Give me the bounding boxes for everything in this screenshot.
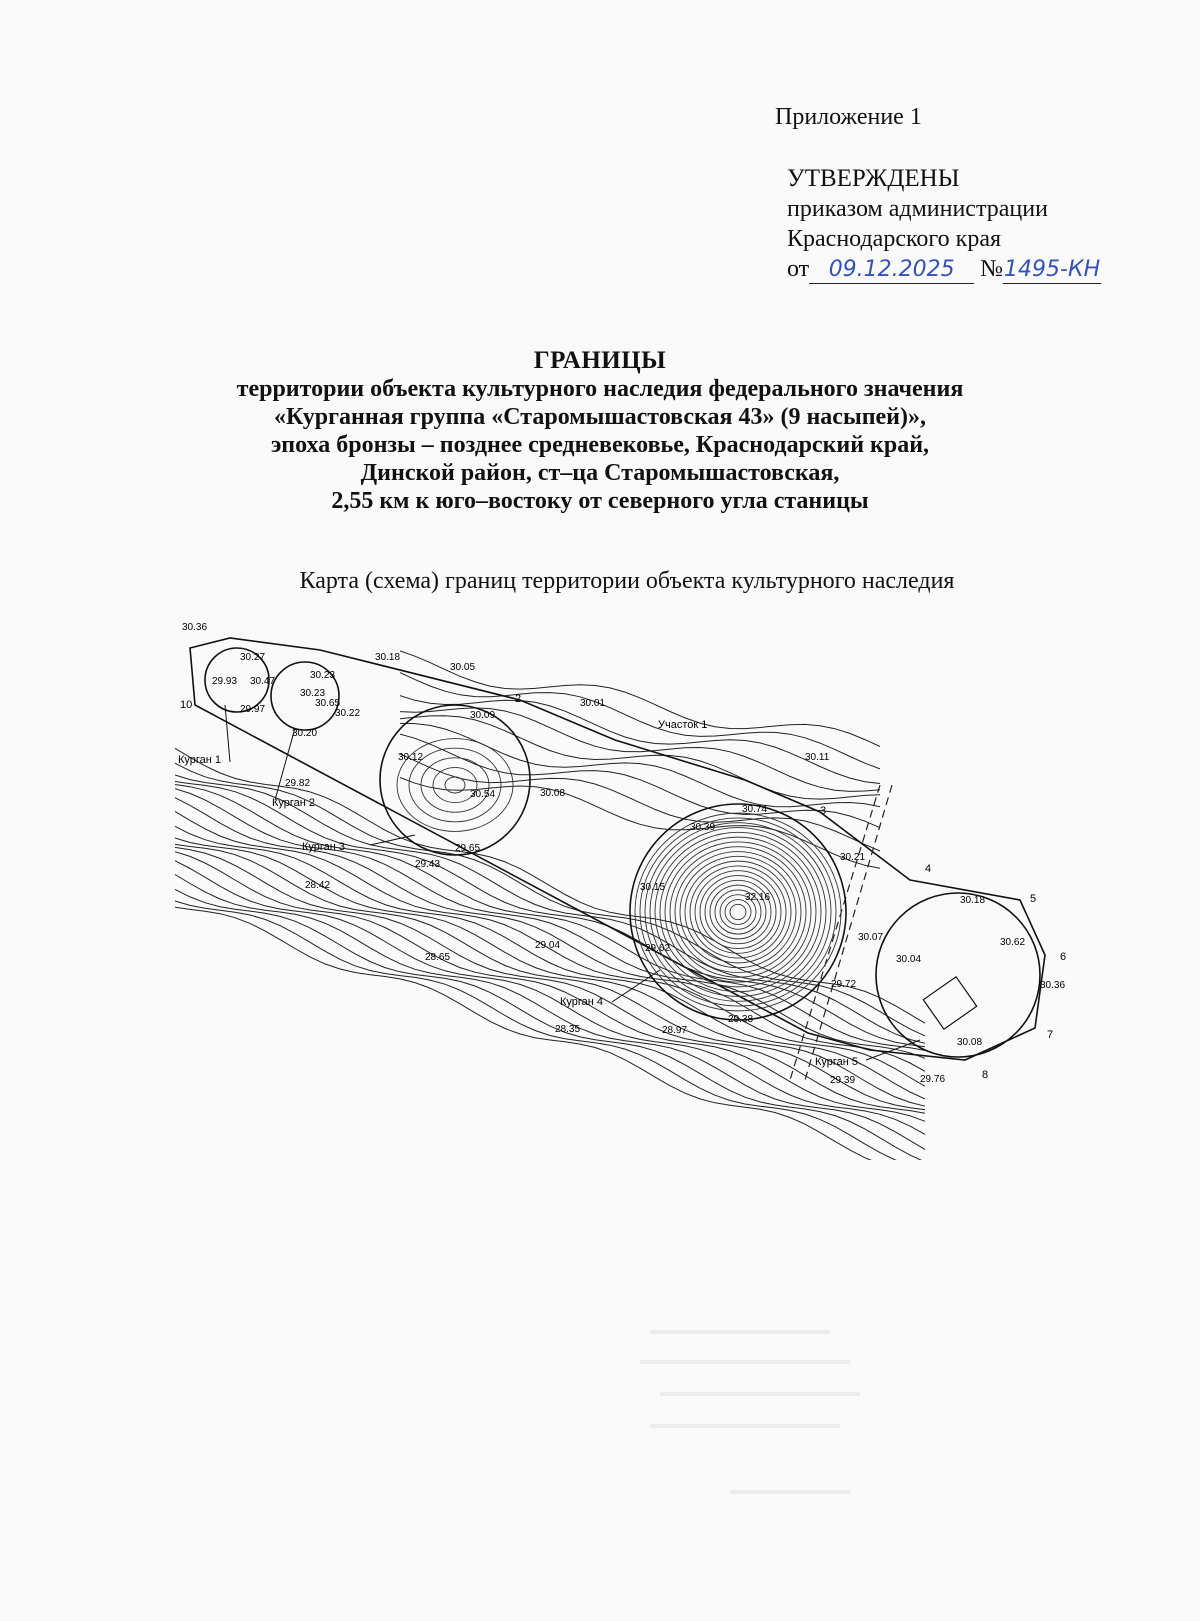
elevation-label: 30.20 (292, 728, 318, 739)
contour-line (175, 785, 925, 1051)
elevation-label: 30.08 (540, 788, 566, 799)
kurgan-contour (645, 823, 831, 1002)
elevation-label: 29.39 (830, 1075, 856, 1086)
leader-line (612, 970, 660, 1002)
kurgan-contour (680, 856, 796, 967)
point-number: 10 (180, 699, 193, 711)
elevation-label: 30.47 (250, 676, 276, 687)
faint-stamp-line (650, 1330, 830, 1334)
point-number: 7 (1047, 1029, 1054, 1041)
contour-line (175, 838, 925, 1106)
elevation-label: 30.18 (375, 652, 401, 663)
kurgan-contour (660, 837, 816, 987)
elevation-label: 30.15 (640, 882, 666, 893)
contour-line (175, 844, 925, 1109)
elevation-label: 30.74 (742, 804, 768, 815)
monument-square (923, 977, 976, 1029)
approval-stamp (787, 164, 1101, 284)
elevation-label: 30.22 (335, 708, 361, 719)
title-line: «Курганная группа «Старомышастовская 43» (9 насыпей)», (273, 404, 926, 430)
elevation-label: 30.04 (896, 954, 922, 965)
elevation-label: 30.05 (450, 662, 476, 673)
faint-stamp-line (660, 1392, 860, 1396)
contour-line (175, 852, 925, 1122)
elevation-label: 30.23 (300, 688, 326, 699)
point-number: 5 (1030, 893, 1037, 905)
kurgan-contour (650, 828, 826, 997)
elevation-label: 30.23 (310, 670, 336, 681)
map-caption: Карта (схема) границ территории объекта культурного наследия (299, 568, 955, 594)
point-number: 2 (515, 693, 522, 705)
section-label: Участок 1 (658, 719, 708, 731)
elevation-label: 28.42 (305, 880, 331, 891)
kurgan-contour (421, 758, 489, 812)
boundary-map (0, 600, 1200, 1160)
title-line: эпоха бронзы – позднее средневековье, Краснодарский край, (270, 432, 930, 458)
elevation-label: 32.16 (745, 892, 771, 903)
kurgan-contour (730, 904, 746, 919)
approval-date-line (787, 254, 1101, 284)
point-number: 3 (820, 805, 827, 817)
kurgan-contour (725, 900, 751, 925)
elevation-label: 30.36 (182, 622, 208, 633)
kurgan-contour (700, 876, 776, 949)
elevation-label: 29.04 (535, 940, 561, 951)
elevation-label: 29.93 (212, 676, 238, 687)
kurgan-contour (665, 842, 811, 982)
number-prefix: № (980, 256, 1004, 282)
contour-line (175, 775, 925, 1043)
faint-stamp-line (640, 1360, 850, 1364)
title-line: Динской район, ст–ца Старомышастовская, (360, 460, 840, 486)
elevation-label: 28.97 (662, 1025, 688, 1036)
elevation-label: 28.35 (555, 1024, 581, 1035)
elevation-label: 30.39 (690, 822, 716, 833)
kurgan-label: Курган 5 (815, 1056, 859, 1068)
elevation-label: 29.62 (645, 943, 671, 954)
point-number: 6 (1060, 951, 1067, 963)
kurgan-label: Курган 1 (178, 754, 222, 766)
approval-line-2: Краснодарского края (787, 226, 1002, 252)
elevation-label: 30.07 (858, 932, 884, 943)
elevation-label: 30.27 (240, 652, 266, 663)
elevation-label: 29.72 (831, 979, 857, 990)
kurgan-label: Курган 2 (272, 797, 316, 809)
handwritten-number: 1495-КН (1004, 257, 1101, 282)
contour-lines (175, 651, 925, 1160)
contour-line (400, 754, 880, 851)
date-prefix: от (787, 256, 810, 282)
elevation-label: 30.36 (1040, 980, 1066, 991)
elevation-label: 30.11 (805, 752, 830, 763)
kurgan-circle (630, 804, 846, 1020)
handwritten-date: 09.12.2025 (809, 257, 974, 284)
elevation-label: 30.65 (315, 698, 341, 709)
point-number: 8 (982, 1069, 989, 1081)
kurgan-circle (876, 893, 1040, 1057)
elevation-label: 29.76 (920, 1074, 946, 1085)
faint-stamp-line (650, 1424, 840, 1428)
kurgan-label: Курган 4 (560, 996, 604, 1008)
elevation-label: 28.65 (425, 952, 451, 963)
elevation-label: 30.08 (957, 1037, 983, 1048)
title-heading: ГРАНИЦЫ (533, 347, 667, 374)
document-title (0, 347, 1200, 515)
elevation-label: 30.54 (470, 789, 496, 800)
leader-line (225, 705, 230, 762)
kurgan-label: Курган 3 (302, 841, 346, 853)
elevation-label: 29.82 (285, 778, 311, 789)
contour-line (175, 875, 925, 1150)
title-line: территории объекта культурного наследия федерального значения (236, 376, 964, 402)
point-number: 4 (925, 863, 932, 875)
contour-line (175, 782, 925, 1047)
elevation-label: 30.01 (580, 698, 606, 709)
approval-line-1: приказом администрации (787, 196, 1048, 222)
elevation-label: 29.43 (415, 859, 441, 870)
approval-heading: УТВЕРЖДЕНЫ (787, 165, 960, 192)
elevation-label: 29.97 (240, 704, 266, 715)
title-line: 2,55 км к юго–востоку от северного угла станицы (331, 488, 869, 514)
elevation-label: 29.38 (728, 1014, 754, 1025)
kurgan-contour (690, 866, 786, 958)
elevation-label: 30.18 (960, 895, 986, 906)
elevation-label: 30.09 (470, 710, 496, 721)
elevation-label: 29.65 (455, 843, 481, 854)
appendix-label: Приложение 1 (775, 104, 922, 130)
faint-stamp-line (730, 1490, 850, 1494)
kurgan-contour (695, 871, 781, 954)
elevation-label: 30.12 (398, 752, 424, 763)
contour-line (175, 789, 925, 1059)
elevation-label: 30.21 (840, 852, 866, 863)
kurgan-circle (380, 705, 530, 855)
elevation-label: 30.62 (1000, 937, 1026, 948)
